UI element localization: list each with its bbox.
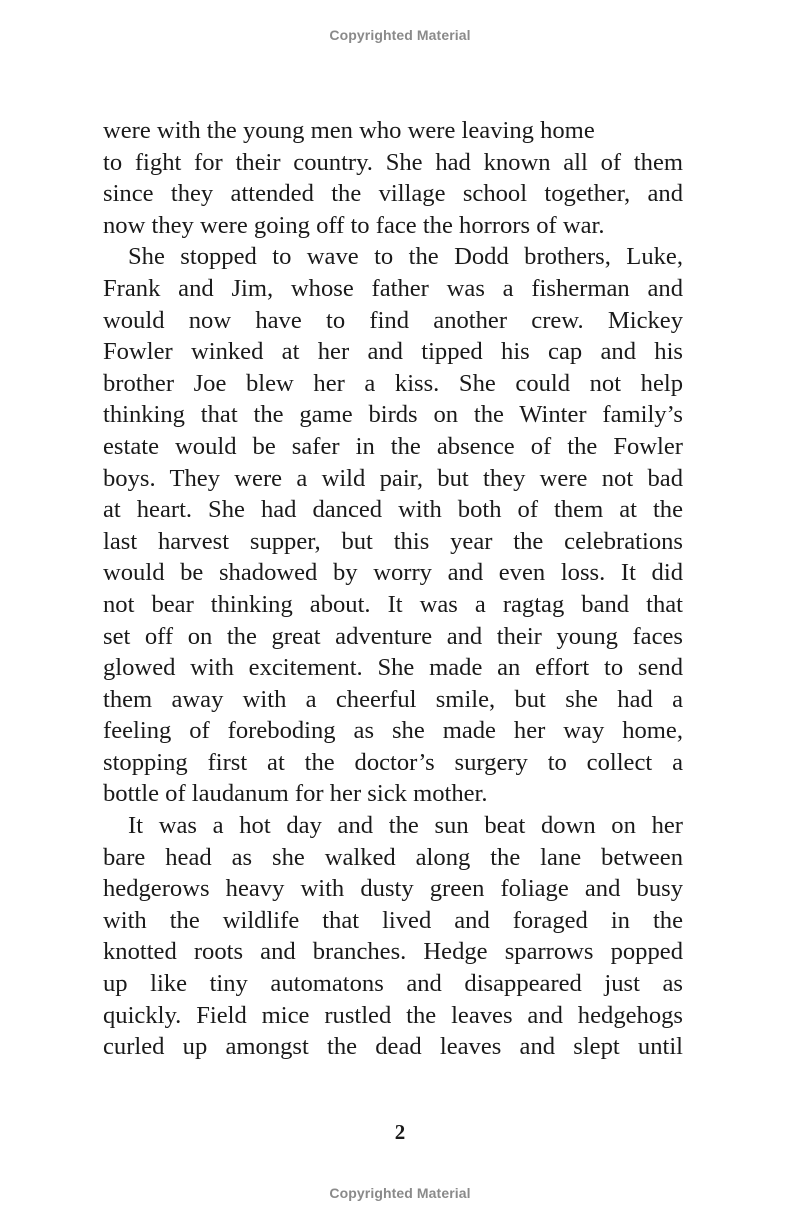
text-line: boys. They were a wild pair, but they were not bad (103, 464, 683, 492)
text-line: stopping first at the doctor’s surgery to collect a (103, 748, 683, 776)
text-line: bare head as she walked along the lane between (103, 843, 683, 871)
page-number: 2 (394, 1120, 406, 1144)
text-line: hedgerows heavy with dusty green foliage and busy (103, 875, 683, 903)
copyright-watermark-bottom: Copyrighted Material (329, 1185, 471, 1201)
text-line: would now have to find another crew. Mickey (103, 306, 683, 334)
text-line: to fight for their country. She had known all of them (103, 148, 683, 176)
text-line: set off on the great adventure and their young faces (103, 622, 683, 650)
text-line: since they attended the village school together, and (103, 180, 683, 208)
text-line: would be shadowed by worry and even loss. It did (103, 559, 683, 587)
text-line: It was a hot day and the sun beat down on her (128, 812, 683, 840)
body-text (103, 115, 683, 1063)
text-line: Fowler winked at her and tipped his cap and his (103, 338, 683, 366)
text-line: not bear thinking about. It was a ragtag band that (103, 590, 683, 618)
text-line: quickly. Field mice rustled the leaves and hedgehogs (103, 1001, 683, 1029)
text-line: knotted roots and branches. Hedge sparrows popped (103, 938, 683, 966)
text-line: up like tiny automatons and disappeared just as (103, 970, 683, 998)
copyright-watermark-top: Copyrighted Material (329, 27, 471, 43)
text-line: now they were going off to face the horrors of war. (103, 211, 605, 239)
text-line: them away with a cheerful smile, but she had a (103, 685, 683, 713)
text-line: at heart. She had danced with both of them at the (103, 496, 683, 524)
text-line: glowed with excitement. She made an effort to send (103, 654, 683, 682)
text-line: with the wildlife that lived and foraged in the (103, 906, 683, 934)
text-line: last harvest supper, but this year the celebrations (103, 527, 683, 555)
text-line: estate would be safer in the absence of the Fowler (103, 432, 683, 460)
text-line: brother Joe blew her a kiss. She could not help (103, 369, 683, 397)
text-line: feeling of foreboding as she made her way home, (103, 717, 683, 745)
text-line: She stopped to wave to the Dodd brothers, Luke, (128, 243, 683, 271)
text-line: were with the young men who were leaving home (103, 117, 595, 144)
text-line: bottle of laudanum for her sick mother. (103, 780, 488, 808)
text-line: curled up amongst the dead leaves and slept until (103, 1033, 683, 1061)
text-line: thinking that the game birds on the Winter family’s (103, 401, 683, 429)
text-line: Frank and Jim, whose father was a fisherman and (103, 274, 683, 302)
